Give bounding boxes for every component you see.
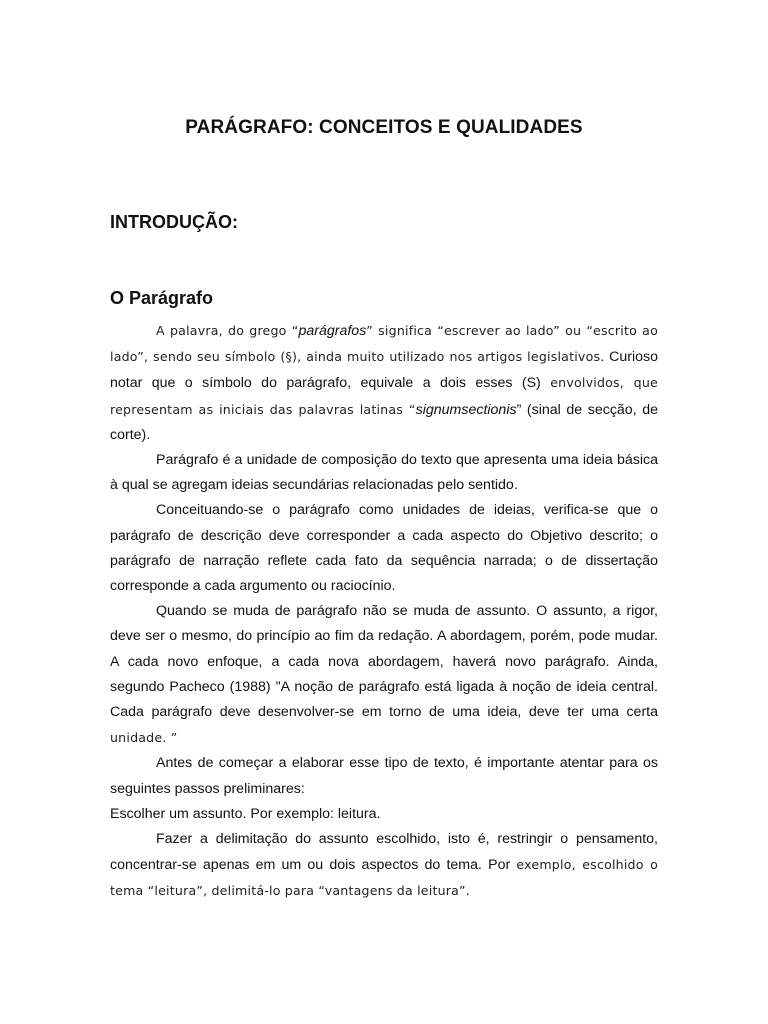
text-span: ” (sinal de secção, de corte).	[110, 401, 659, 443]
paragraph-choose-subject: Escolher um assunto. Por exemplo: leitura.	[110, 805, 381, 822]
text-span: Curioso notar que o símbolo do parágrafo, equivale a dois esses (S)	[110, 349, 658, 392]
italic-term-paragrafos: parágrafos	[298, 323, 367, 339]
text-span: A palavra, do grego “	[156, 323, 299, 338]
text-span: unidade. ”	[110, 730, 178, 746]
text-span: exemplo, escolhido o tema “leitura”, delimitá-lo para “vantagens da leitura”.	[110, 857, 658, 899]
text-span: envolvidos, que representam as iniciais das palavras latinas “	[110, 375, 658, 417]
document-title: PARÁGRAFO: CONCEITOS E QUALIDADES	[185, 117, 583, 138]
paragraph-preliminary-steps: Antes de começar a elaborar esse tipo de texto, é importante atentar para os seguintes passos preliminares:	[110, 755, 658, 797]
paragraph-symbol-origin	[110, 318, 658, 448]
italic-term-signumsectionis: signumsectionis	[415, 401, 517, 418]
paragraph-delimitation	[110, 827, 658, 905]
text-span: Quando se muda de parágrafo não se muda de assunto. O assunto, a rigor, deve ser o mesmo, do princípio ao fim da redação. A abordagem, porém, pode mudar. A cada novo enfoque, a cada nova abordagem, haverá novo parágrafo. Ainda, segundo Pacheco (1988) "A noção de parágrafo está ligada à noção de ideia central. Cada parágrafo deve desenvolver-se em torno de uma ideia, deve ter uma certa	[110, 603, 658, 721]
section-heading: O Parágrafo	[110, 288, 214, 308]
paragraph-definition: Parágrafo é a unidade de composição do texto que apresenta uma ideia básica à qual se agregam ideias secundárias relacionadas pelo sentido.	[110, 452, 658, 494]
paragraph-idea-units: Conceituando-se o parágrafo como unidades de ideias, verifica-se que o parágrafo de descrição deve corresponder a cada aspecto do Objetivo descrito; o parágrafo de narração reflete cada fato da sequência narrada; o de dissertação corresponde a cada argumento ou raciocínio.	[110, 502, 658, 595]
paragraph-subject-change	[110, 599, 658, 751]
document-body	[110, 318, 658, 905]
text-span: ” significa “escrever ao lado” ou “escrito ao lado”, sendo seu símbolo (§), ainda muito utilizado nos artigos legislativos.	[110, 323, 658, 365]
introduction-heading: INTRODUÇÃO:	[110, 212, 238, 232]
text-span: Fazer a delimitação do assunto escolhido, isto é, restringir o pensamento, concentrar-se apenas em um ou dois aspectos do tema. Por	[110, 831, 658, 874]
